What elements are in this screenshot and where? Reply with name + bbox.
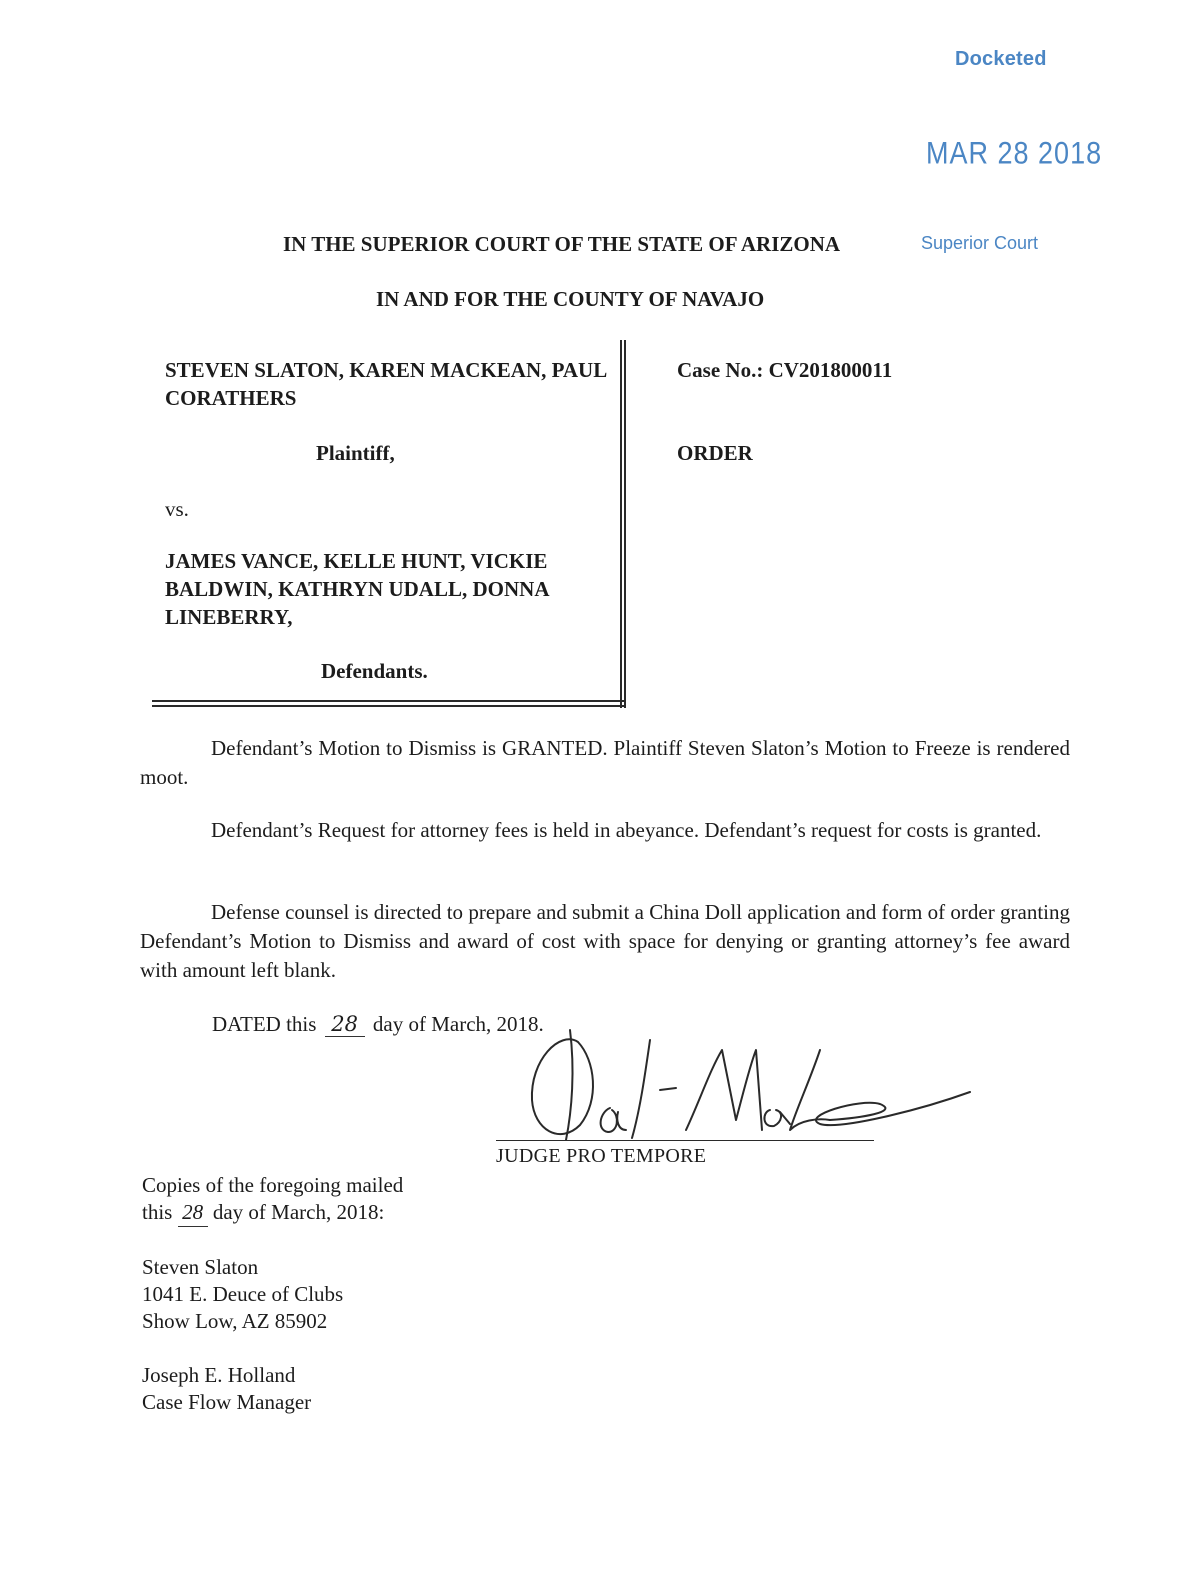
judge-signature [500,1020,980,1150]
recipient-city: Show Low, AZ 85902 [142,1309,328,1333]
copies-day-handwritten: 28 [178,1199,208,1227]
versus-label: vs. [165,497,189,521]
order-paragraph-dismiss: Defendant’s Motion to Dismiss is GRANTED. Plaintiff Steven Slaton’s Motion to Freeze is rendered moot. [140,736,1070,789]
judge-title: JUDGE PRO TEMPORE [496,1145,707,1167]
signature-line [496,1140,874,1141]
date-stamp: MAR 28 2018 [926,136,1103,171]
court-heading: IN THE SUPERIOR COURT OF THE STATE OF ARIZONA [283,232,841,256]
superior-court-stamp: Superior Court [921,233,1039,253]
document-type: ORDER [677,441,753,465]
caption-divider-horizontal [152,700,626,702]
caption-divider-horizontal-double [152,705,626,707]
dated-day-handwritten: 28 [325,1012,365,1037]
dated-prefix: DATED this [212,1012,317,1036]
recipient-title: Case Flow Manager [142,1390,312,1414]
defendant-names: JAMES VANCE, KELLE HUNT, VICKIE BALDWIN, KATHRYN UDALL, DONNA LINEBERRY, [165,549,549,629]
copies-suffix: day of March, 2018: [212,1200,385,1224]
docketed-stamp: Docketed [955,48,1047,70]
recipient-address [142,1254,343,1335]
recipient-name: Joseph E. Holland [142,1363,296,1387]
order-paragraph-fees: Defendant’s Request for attorney fees is held in abeyance. Defendant’s request for costs is granted. [211,818,1042,842]
copies-prefix: this [142,1200,173,1224]
copies-line1: Copies of the foregoing mailed [142,1173,404,1197]
recipient-street: 1041 E. Deuce of Clubs [142,1282,344,1306]
recipient-address [142,1362,311,1416]
copies-line2 [142,1199,403,1227]
dated-line [212,1012,544,1037]
caption-divider-vertical [620,340,622,708]
caption-divider-vertical-double [624,340,626,708]
copies-mailed-note [142,1172,403,1227]
dated-suffix: day of March, 2018. [372,1012,544,1036]
defendants-label: Defendants. [321,659,428,683]
order-paragraph-counsel: Defense counsel is directed to prepare and submit a China Doll application and form of order granting Defendant’s Motion to Dismiss and award of cost with space for denying or granting attorney’s fee award with amount left blank. [140,900,1070,982]
plaintiff-names: STEVEN SLATON, KAREN MACKEAN, PAUL CORATHERS [165,358,607,410]
plaintiff-label: Plaintiff, [316,441,395,465]
case-number: Case No.: CV201800011 [677,358,893,382]
county-heading: IN AND FOR THE COUNTY OF NAVAJO [376,287,765,311]
recipient-name: Steven Slaton [142,1255,259,1279]
